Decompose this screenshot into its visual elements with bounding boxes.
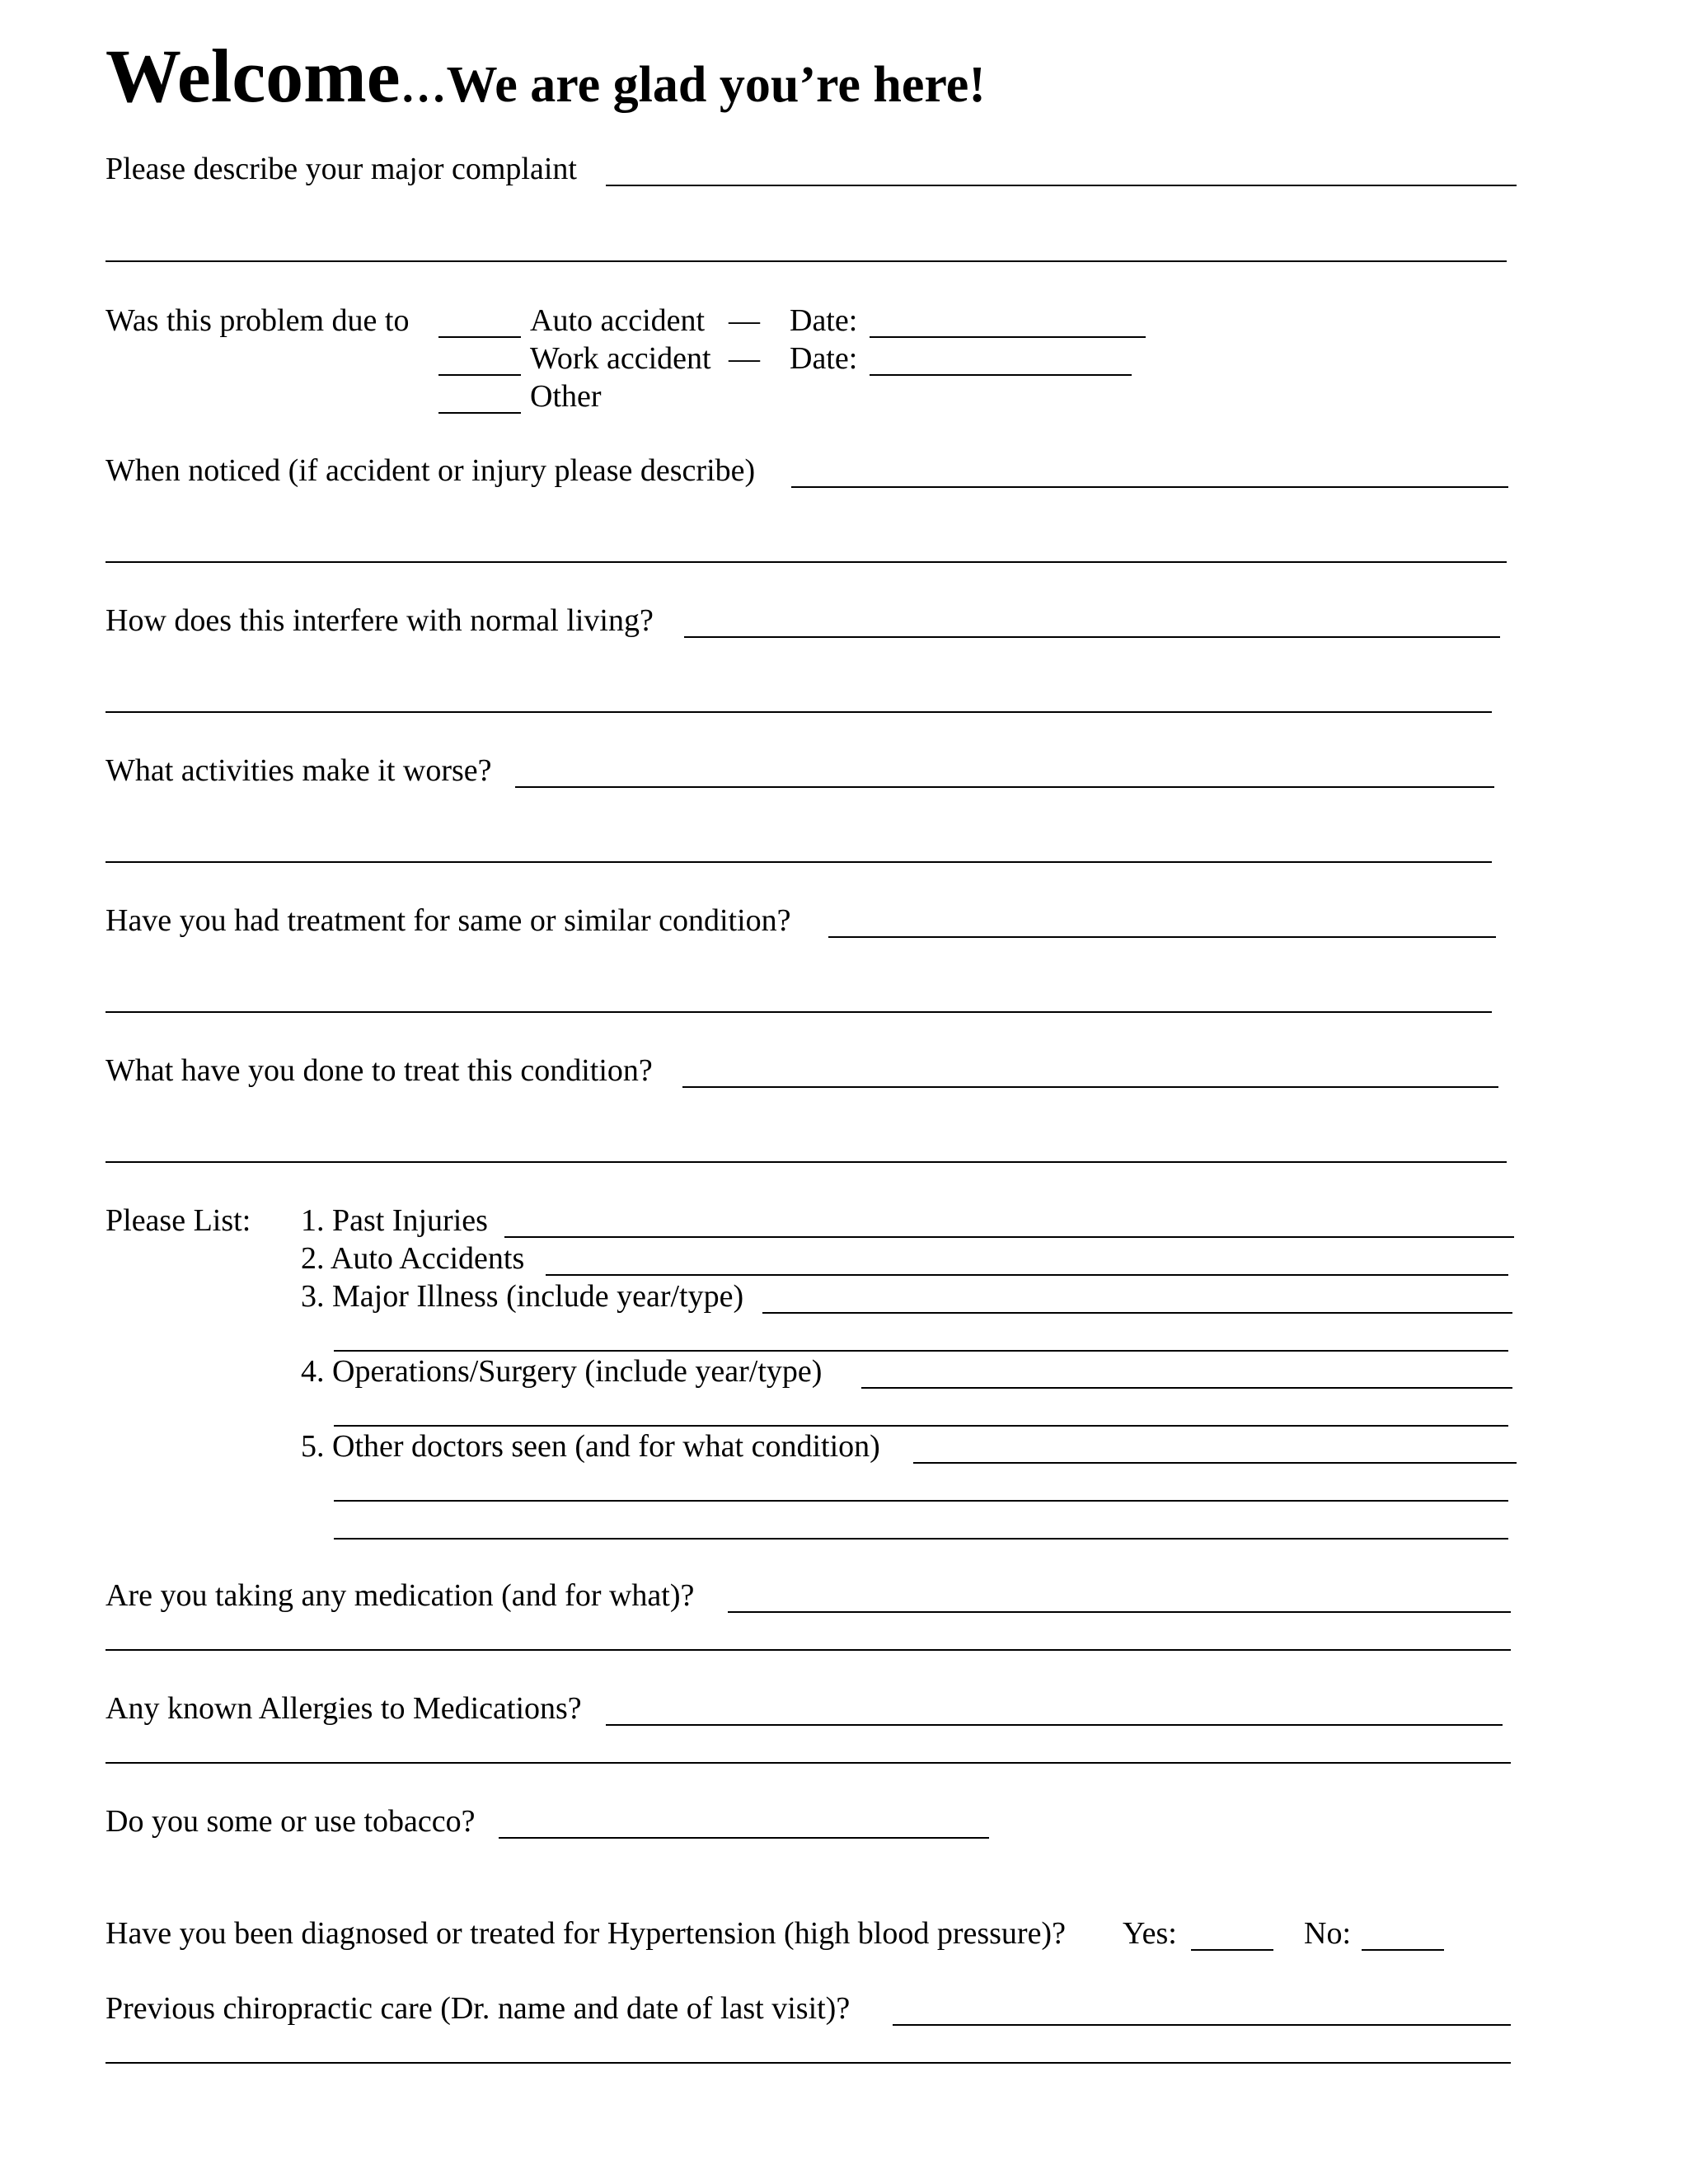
prior-treatment-field[interactable] xyxy=(828,936,1496,938)
done-to-treat-field-2[interactable] xyxy=(106,1161,1507,1163)
auto-accident-label: Auto accident xyxy=(530,303,706,338)
allergies-field[interactable] xyxy=(606,1724,1503,1726)
hypertension-yes-field[interactable] xyxy=(1191,1949,1273,1951)
interfere-label: How does this interfere with normal living? xyxy=(106,603,654,638)
when-noticed-field[interactable] xyxy=(791,486,1508,488)
chiropractic-field-2[interactable] xyxy=(106,2062,1511,2064)
interfere-field[interactable] xyxy=(684,636,1500,638)
list-item-other-doctors: 5. Other doctors seen (and for what condition) xyxy=(301,1429,880,1464)
activities-worse-field[interactable] xyxy=(515,786,1494,788)
medication-field[interactable] xyxy=(728,1611,1511,1613)
other-check[interactable] xyxy=(438,412,521,414)
list-item-major-illness: 3. Major Illness (include year/type) xyxy=(301,1279,744,1314)
list-item-auto-accidents: 2. Auto Accidents xyxy=(301,1241,525,1276)
title-welcome: Welcome xyxy=(106,34,401,118)
tobacco-field[interactable] xyxy=(499,1837,989,1839)
when-noticed-field-2[interactable] xyxy=(106,561,1507,563)
past-injuries-field[interactable] xyxy=(504,1236,1514,1238)
activities-worse-field-2[interactable] xyxy=(106,861,1492,863)
chiropractic-label: Previous chiropractic care (Dr. name and date of last visit)? xyxy=(106,1991,851,2026)
hypertension-no-label: No: xyxy=(1304,1916,1351,1951)
major-illness-field[interactable] xyxy=(762,1312,1512,1314)
medication-label: Are you taking any medication (and for what)? xyxy=(106,1578,695,1613)
work-dash: — xyxy=(729,341,760,376)
work-date-label: Date: xyxy=(790,341,858,376)
allergies-label: Any known Allergies to Medications? xyxy=(106,1691,582,1726)
auto-accident-check[interactable] xyxy=(438,336,521,338)
hypertension-label: Have you been diagnosed or treated for Hypertension (high blood pressure)? xyxy=(106,1916,1066,1951)
when-noticed-label: When noticed (if accident or injury please describe) xyxy=(106,453,756,488)
list-item-past-injuries: 1. Past Injuries xyxy=(301,1203,488,1238)
list-item-operations: 4. Operations/Surgery (include year/type) xyxy=(301,1354,823,1389)
please-list-label: Please List: xyxy=(106,1203,251,1238)
hypertension-no-field[interactable] xyxy=(1362,1949,1444,1951)
hypertension-yes-label: Yes: xyxy=(1123,1916,1177,1951)
title-tagline: We are glad you’re here! xyxy=(446,57,986,113)
operations-field[interactable] xyxy=(861,1387,1512,1389)
work-accident-check[interactable] xyxy=(438,374,521,376)
chiropractic-field[interactable] xyxy=(893,2024,1511,2026)
medication-field-2[interactable] xyxy=(106,1649,1511,1651)
page-title xyxy=(106,35,986,117)
allergies-field-2[interactable] xyxy=(106,1762,1511,1764)
major-complaint-label: Please describe your major complaint xyxy=(106,152,577,186)
auto-accidents-field[interactable] xyxy=(546,1274,1508,1276)
prior-treatment-field-2[interactable] xyxy=(106,1011,1492,1013)
interfere-field-2[interactable] xyxy=(106,711,1492,713)
work-date-field[interactable] xyxy=(870,374,1132,376)
prior-treatment-label: Have you had treatment for same or similar condition? xyxy=(106,903,791,938)
other-doctors-field-2[interactable] xyxy=(334,1500,1508,1502)
major-complaint-field-2[interactable] xyxy=(106,260,1507,262)
tobacco-label: Do you some or use tobacco? xyxy=(106,1804,476,1839)
operations-field-2[interactable] xyxy=(334,1425,1508,1427)
major-illness-field-2[interactable] xyxy=(334,1350,1508,1352)
work-accident-label: Work accident xyxy=(530,341,711,376)
activities-worse-label: What activities make it worse? xyxy=(106,753,492,788)
problem-due-to-label: Was this problem due to xyxy=(106,303,410,338)
other-doctors-field-3[interactable] xyxy=(334,1538,1508,1540)
done-to-treat-label: What have you done to treat this condition? xyxy=(106,1053,653,1088)
major-complaint-field[interactable] xyxy=(606,185,1517,186)
other-doctors-field[interactable] xyxy=(913,1462,1517,1464)
auto-date-field[interactable] xyxy=(870,336,1146,338)
done-to-treat-field[interactable] xyxy=(682,1086,1498,1088)
other-label: Other xyxy=(530,379,602,414)
auto-dash: — xyxy=(729,303,760,338)
auto-date-label: Date: xyxy=(790,303,858,338)
title-ellipsis: … xyxy=(400,61,447,112)
